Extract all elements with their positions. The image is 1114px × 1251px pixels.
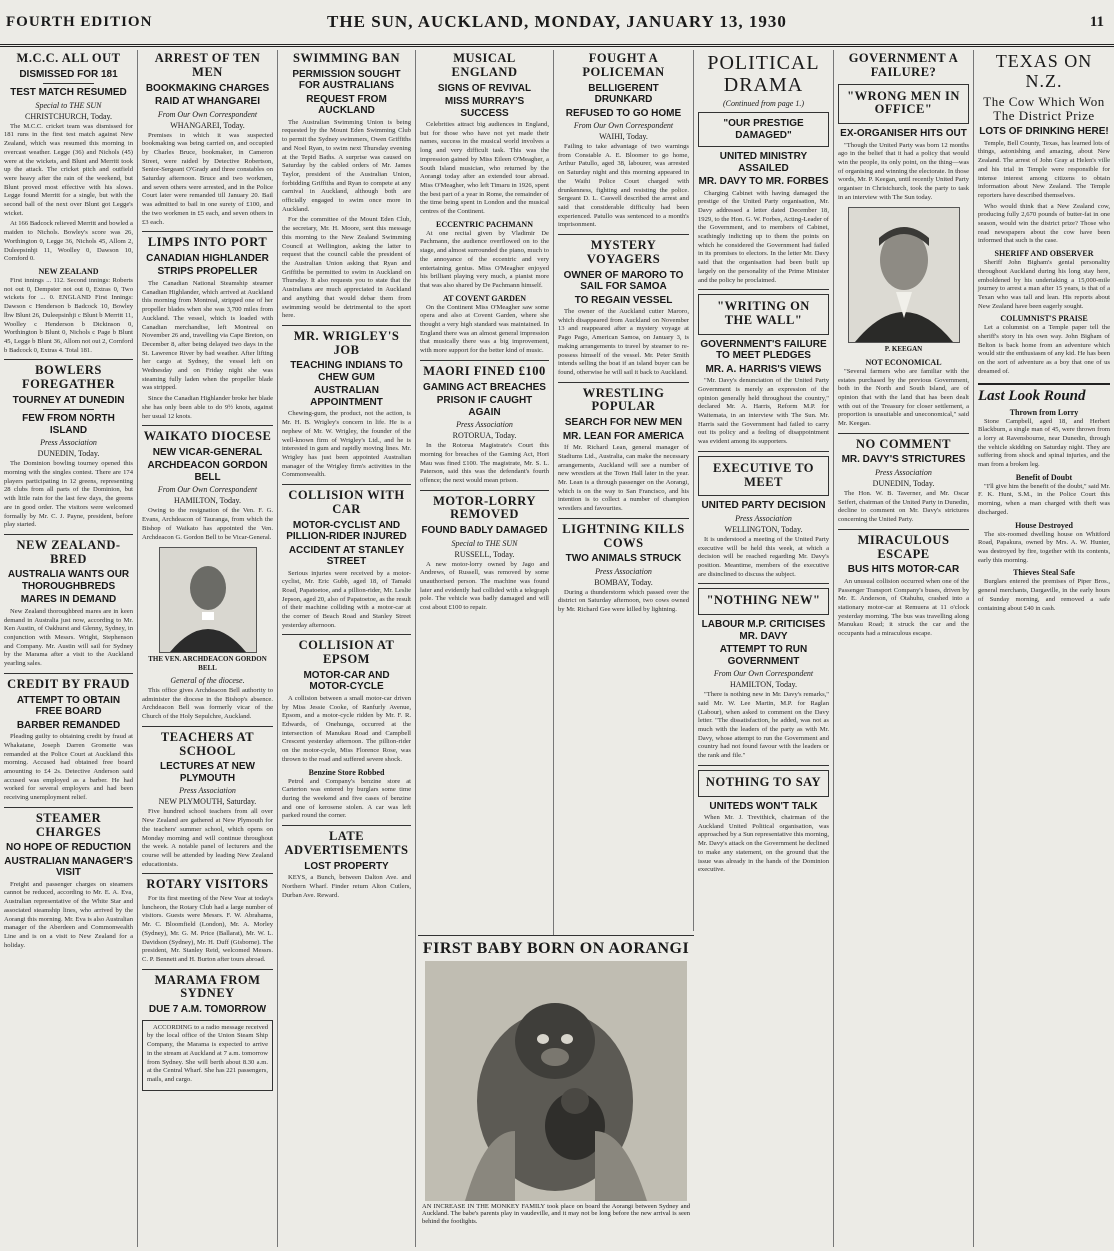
- divider: [282, 634, 411, 635]
- headline: CREDIT BY FRAUD: [7, 676, 130, 691]
- article-text: Five hundred school teachers from all over New Zealand are gathered at New Plymouth for the teachers' summer school, which opens on Monday morning and will continue throughout the week. A notable panel of lecturers and the course will be attended by leading New Zealand educationists.: [142, 808, 273, 868]
- divider: [43, 409, 95, 410]
- headline: NEW ZEALAND-BRED: [16, 537, 121, 566]
- article-text: Petrol and Company's benzine store at Carterton was entered by burglars some time during the weekend and five cases of benzine and one of kerosene stolen. A car was left parked round the corner.: [282, 777, 411, 820]
- subheadline: The Cow Which Won The District Prize: [983, 93, 1105, 123]
- divider: [838, 433, 969, 434]
- divider: [4, 807, 133, 808]
- subheadline: REQUEST FROM AUCKLAND: [306, 93, 387, 117]
- column-5: [554, 50, 694, 931]
- page-number: 11: [1089, 14, 1104, 30]
- subheadline: PERMISSION SOUGHT FOR AUSTRALIANS: [292, 68, 401, 92]
- subheadline: MR. A. HARRIS'S VIEWS: [705, 363, 822, 375]
- divider: [558, 382, 689, 383]
- article-text: "Several farmers who are familiar with the estates purchased by the previous Government, both in the North and South Island, are of opinion that with the land that has been dealt with out of the Treasury for closer settlement, a proportion is unsuitable and uneconomical," said Mr. Keegan.: [838, 367, 969, 428]
- article-text: New Zealand thoroughbred mares are in keen demand in Australia just now, according to Mr. Ken Austin, of Oakhurst and Glenny, Sydney, in conjunction with Messrs. Wright, Stephenson and Company. Mr. Austin will sail for Sydney by the Marama after a visit to the Auckland yearling sales.: [4, 607, 133, 668]
- subhead-box: [698, 294, 829, 335]
- headline: TEXAS ON N.Z.: [995, 51, 1093, 91]
- dateline: DUNEDIN, Today.: [872, 478, 935, 488]
- subheadline: ATTEMPT TO OBTAIN FREE BOARD: [16, 694, 121, 718]
- subheadline: AUSTRALIAN MANAGER'S VISIT: [4, 855, 133, 879]
- article-text: A collision between a small motor-car driven by Miss Jessie Cooke, of Ranfurly Avenue, Epsom, and a motor-cycle ridden by Mr. F. R. Edwards, of Onehunga, occurred at the intersection of Manukau Road and Campbell Crescent yesterday afternoon. The pillion-rider on the motor-cycle, Miss Florence Rose, was thrown to the road and suffered severe shock.: [282, 694, 411, 763]
- article-text: The Australian Swimming Union is being requested by the Mount Eden Swimming Club to permit the Sydney swimmers, Owen Griffiths and Noel Ryan, to swim next Thursday evening at the Tepid Baths. A surprise was caused on Saturday by the cabled orders of Mr. James Taylor, president of the Australian Union, forbidding Griffiths and Ryan to compete at any carnival in Auckland, although both are officially engaged to swim once more in Auckland. For the committee of the Mount Eden Club, the secretary, Mr. H. Moore, sent this message this morning to the New Zealand Swimming Council at Wellington, asking the latter to request that the council cable the president of the Australian Union asking that Ryan and Griffiths be permitted to swim in Auckland on Thursday. It also requests you to state that the Australians are much appreciated in Auckland and anything that would debar them from swimming would be detrimental to the sport here.: [282, 118, 411, 320]
- article-text: Freight and passenger charges on steamers cannot be reduced, according to Mr. E. A. Eva, Australian representative of the White Star and associated steamship lines, who arrived by the Aorangi this morning. Mr. Eva is also Australian manager of the Aberdeen and Commonwealth Line and is on a visit to New Zealand for a holiday.: [4, 880, 133, 949]
- subheadline: MARES IN DEMAND: [20, 594, 117, 606]
- dateline: ROTORUA, Today.: [452, 431, 517, 441]
- headline: WRESTLING POPULAR: [582, 385, 665, 414]
- divider: [698, 451, 829, 452]
- article-text: A new motor-lorry owned by Jago and Andrews, of Russell, was removed by some unauthorised person. The machine was found later and evidently had collided with a telegraph pole. The vehicle was badly damaged and will cost about £100 to repair.: [420, 560, 549, 612]
- byline: From Our Own Correspondent: [157, 485, 258, 495]
- article-text: In the Rotorua Magistrate's Court this morning for breaches of the Gaming Act, Hori Mau was fined £100. The magistrate, Mr. S. L. Paterson, said this was the defendant's fourth offence; the next would mean prison.: [420, 442, 549, 484]
- subheadline: MISS MURRAY'S SUCCESS: [444, 96, 525, 119]
- subheadline: TEST MATCH RESUMED: [10, 87, 127, 99]
- dateline: NEW PLYMOUTH, Saturday.: [158, 797, 257, 807]
- column-6: [694, 50, 834, 1247]
- subheadline: EX-ORGANISER HITS OUT: [840, 128, 967, 139]
- article-text: ACCORDING to a radio message received by the local office of the Union Steam Ship Company, the Marama is expected to arrive in the stream at Auckland at 7 a.m. tomorrow from Sydney. She will berth about 8.30 a.m. at the Central Wharf. She has 221 passengers, mails, and cargo.: [142, 1020, 273, 1091]
- dateline: HAMILTON, Today.: [174, 496, 241, 506]
- subheadline: NOT ECONOMICAL: [865, 357, 942, 367]
- subheadline: NO HOPE OF REDUCTION: [5, 842, 131, 854]
- byline: From Our Own Correspondent: [713, 669, 814, 679]
- monkey-family-photo: [425, 961, 687, 1201]
- subheadline: SEARCH FOR NEW MEN: [564, 417, 683, 429]
- article-text: The Canadian National Steamship steamer Canadian Highlander, which arrived at Auckland this morning from Montreal, stripped one of her propeller blades when she was 3,700 miles from Auckland. The vessel, which is loaded with Canadian merchandise, left Montreal on November 26 and, travelling via Cape Breton, on December 8, after being delayed two days in the St. Lawrence River by bad weather. After lifting her cargo at Sydney, the vessel left on Wednesday and on Friday night she was steaming fully laden when the propeller blade was stripped. Since the Canadian Highlander broke her blade she has only been able to do 9½ knots, against her usual 12 knots.: [142, 279, 273, 420]
- subheadline: UNITEDS WON'T TALK: [709, 800, 818, 812]
- photo-subcaption: General of the diocese.: [170, 676, 245, 686]
- subheadline: UNITED MINISTRY ASSAILED: [719, 151, 808, 174]
- headline: LIGHTNING KILLS COWS: [562, 521, 685, 550]
- byline: Press Association: [595, 566, 652, 576]
- subheadline: DISMISSED FOR 181: [19, 68, 118, 80]
- section-heading: Last Look Round: [978, 383, 1110, 405]
- article-text: "There is nothing new in Mr. Davy's remarks," said Mr. W. Lee Martin, M.P. for Raglan (Labour), when asked to comment on the Davy letter. "The dissatisfaction, he added, was not as much with the leaders of the party as with Mr. Davy, whose attempt to run the Government and country had not found favour with the leaders or the rank and file.": [698, 691, 829, 760]
- subheadline: TEACHING INDIANS TO CHEW GUM: [290, 360, 403, 383]
- masthead: [0, 0, 1114, 47]
- subheadline: BOOKMAKING CHARGES: [145, 82, 270, 94]
- subheadline: NEW VICAR-GENERAL: [152, 446, 263, 458]
- subheadline: STRIPS PROPELLER: [157, 266, 258, 278]
- subheadline: COLUMNIST'S PRAISE: [1000, 314, 1088, 324]
- headline: MARAMA FROM SYDNEY: [154, 972, 261, 1001]
- headline: NOTHING TO SAY: [705, 774, 822, 789]
- headline: COLLISION WITH CAR: [288, 488, 405, 516]
- subhead-box: [698, 112, 829, 147]
- byline: Press Association: [40, 438, 97, 448]
- dateline: WHANGAREI, Today.: [170, 120, 245, 130]
- subheadline: MR. LEAN FOR AMERICA: [562, 430, 685, 442]
- article-text: Charging Cabinet with having damaged the prestige of the United Party organisation, Mr. Davy addressed a letter dated December 18, 1929, to the Hon. G. W. Forbes, Acting-Leader of the Government, and to members of Cabinet, scathingly indicting up to them the points on which he considered the Government had failed in its promises to electors. In the letter Mr. Davy said that the organisation had been built up largely on the personality of the Prime Minister and the policy he proclaimed.: [698, 189, 829, 284]
- headline: MAORI FINED £100: [423, 363, 546, 378]
- article-text: "Mr. Davy's denunciation of the United Party Government is merely an expression of the opinion generally held throughout the country," declared Mr. A. Harris, Reform M.P. for Waitemata, in an interview with The Sun. Mr. Harris said the Government had failed to carry out its policy and a feeling of disappointment was evident among its supporters.: [698, 377, 829, 446]
- newspaper-title: THE SUN, AUCKLAND, MONDAY, JANUARY 13, 1930: [327, 12, 787, 31]
- column-1: [0, 50, 138, 1247]
- headline: ROTARY VISITORS: [146, 877, 269, 892]
- article-text: The Hon. W. B. Taverner, and Mr. Oscar Seifert, chairman of the United Party in Dunedin, decline to comment on Mr. Davy's strictures concerning the United Party.: [838, 489, 969, 524]
- divider: [282, 325, 411, 326]
- photo-caption: THE VEN. ARCHDEACON GORDON BELL: [148, 655, 267, 672]
- article-text: On the Continent Miss O'Meagher saw some opera and also at Covent Garden, where she thought a very high standard was maintained. In England there was an almost general impression that musically there was a big improvement, with more support for the better kind of music.: [420, 303, 549, 355]
- divider: [282, 825, 411, 826]
- column-7: [834, 50, 974, 1247]
- article-text: "Though the United Party was born 12 months ago in the belief that it had a policy that would win the people, its only point, on the thing—was of organising and winning the electorate. In those words, Mr. P. Keegan, until recently United Party organiser in Christchurch, took the party to task in an interview with The Sun today.: [838, 141, 969, 201]
- headline: MUSICAL ENGLAND: [451, 51, 518, 79]
- divider: [420, 490, 549, 491]
- article-text: The owner of the Auckland cutter Maroro, which disappeared from Auckland on November 13 and reappeared after a mystery voyage at Pago Pago, American Samoa, on January 3, is making arrangements to travel by steamer to re-possess himself of the vessel. Mr. Peter Smith intends selling the boat if an island buyer can be found, otherwise he will sail it back to Auckland.: [558, 308, 689, 376]
- subheadline: ATTEMPT TO RUN GOVERNMENT: [719, 644, 808, 667]
- column-8: [974, 50, 1114, 1247]
- subheadline: SIGNS OF REVIVAL: [437, 82, 532, 94]
- subhead-box: [698, 588, 829, 615]
- headline: WAIKATO DIOCESE: [143, 429, 272, 444]
- news-brief-title: Thieves Steal Safe: [1013, 568, 1075, 578]
- article-text: At one recital given by Vladimir De Pachmann, the audience overflowed on to the stage, and almost surrounded the piano, much to the annoyance of the eccentric and very entertaining genius. Miss O'Meagher enjoyed his brilliant playing very much, a pianist more that was also shared by De Pachmann himself.: [420, 229, 549, 289]
- article-text: When Mr. J. Trevithick, chairman of the Auckland United Political organisation, was approached by a Sun representative this morning, Mr. Davy's attack on the Government he declined to make any statement, on the ground that the issue was already in the hands of the Dominion executive.: [698, 814, 829, 874]
- subheadline: LECTURES AT NEW PLYMOUTH: [160, 761, 255, 784]
- article-text: Sheriff John Bigham's genial personality throughout Auckland during his long stay here, emboldened by his undertaking a 15,000-mile journey to arrest a man after 15 years, is that of a Texan who was tall and lean. His reports about New Zealand have been eagerly sought.: [978, 259, 1110, 310]
- article-text: If Mr. Richard Lean, general manager of Stadiums Ltd., Australia, can make the necessary arrangements, Auckland will see a number of new wrestlers at the Town Hall later in the year. Mr. Lean is a through passenger on the Aorangi, which is on the way to San Francisco, and his intention is to collect a number of champion wrestlers and favourites.: [558, 444, 689, 513]
- subhead-box: [698, 770, 829, 797]
- subheadline: GOVERNMENT'S FAILURE TO MEET PLEDGES: [700, 338, 827, 362]
- subheadline: BARBER REMANDED: [16, 719, 121, 731]
- photo-caption: AN INCREASE IN THE MONKEY FAMILY took place on board the Aorangi between Sydney and Auckland. The babe's parents play in vaudeville, and it may not be long before the new arrival is seen behind the footlights.: [422, 1202, 690, 1226]
- subheadline: Benzine Store Robbed: [308, 767, 385, 777]
- dateline: CHRISTCHURCH, Today.: [24, 111, 112, 121]
- subheadline: TWO ANIMALS STRUCK: [565, 553, 682, 565]
- headline: COLLISION AT EPSOM: [298, 638, 395, 667]
- byline: Special to THE SUN: [35, 100, 102, 110]
- headline: M.C.C. ALL OUT: [16, 51, 121, 65]
- divider: [420, 360, 549, 361]
- subheadline: FOUND BADLY DAMAGED: [421, 525, 548, 537]
- subheadline: AT COVENT GARDEN: [442, 293, 527, 303]
- subheadline: DUE 7 A.M. TOMORROW: [148, 1004, 267, 1016]
- article-text: Failing to take advantage of two warnings from Constable A. E. Bloomer to go home, Arthur Patullo, aged 38, labourer, was arrested on Saturday night and this morning appeared in the Waihi Police Court charged with drunkenness, fighting and resisting the police. Sergeant D. L. Caswell described the arrest and said that considerable difficulty had been experienced. Patullo was sentenced to a month's imprisonment.: [558, 143, 689, 229]
- subheadline: LOTS OF DRINKING HERE!: [979, 126, 1109, 138]
- headline: "WRITING ON THE WALL": [717, 299, 810, 327]
- subheadline: CANADIAN HIGHLANDER: [146, 252, 269, 264]
- news-brief-title: Benefit of Doubt: [1015, 472, 1073, 482]
- article-text: It is understood a meeting of the United Party executive will be held this week, at which a decision will be reached regarding Mr. Davy's position. Meantime, members of the executive are disinclined to discuss the subject.: [698, 535, 829, 578]
- dateline: BOMBAY, Today.: [594, 577, 653, 587]
- subheadline: MOTOR-CAR AND MOTOR-CYCLE: [303, 669, 390, 693]
- headline: SWIMMING BAN: [292, 51, 401, 65]
- news-brief-title: Thrown from Lorry: [1009, 407, 1079, 417]
- subheadline: RAID AT WHANGAREI: [155, 96, 260, 107]
- divider: [698, 583, 829, 584]
- headline: GOVERNMENT A FAILURE?: [848, 51, 959, 79]
- subheadline: TOURNEY AT DUNEDIN: [12, 394, 125, 406]
- photo-caption: P. KEEGAN: [884, 345, 923, 354]
- feature-photo-block: [418, 935, 694, 1248]
- headline: EXECUTIVE TO MEET: [712, 460, 815, 489]
- news-brief: Burglars entered the premises of Piper Bros., general merchants, Dargaville, in the early hours of Sunday morning, and removed a safe containing about £40 in cash.: [978, 578, 1110, 612]
- divider: [142, 969, 273, 970]
- article-text: Let a columnist on a Temple paper tell the sheriff's story in his own way. John Bigham of Belton is back home from an adventure which would stir the enthusiasm of any kid. He has been on the sort of adventure as a boy that one of us dreamed of.: [978, 324, 1110, 375]
- news-brief-title: House Destroyed: [1015, 520, 1073, 530]
- article-text: This office gives Archdeacon Bell authority to administer the diocese in the Bishop's absence. Archdeacon Bell was formerly vicar of the Church of the Holy Sepulchre, Auckland.: [142, 687, 273, 721]
- headline: MIRACULOUS ESCAPE: [857, 532, 950, 561]
- divider: [282, 484, 411, 485]
- subheadline: UNITED PARTY DECISION: [701, 500, 826, 512]
- divider: [142, 425, 273, 426]
- article-text: Owing to the resignation of the Ven. F. G. Evans, Archdeacon of Tauranga, from which the Bishop of Waikato has appointed the Ven. Archdeacon G. Gordon Bell to be Vicar-General.: [142, 507, 273, 541]
- byline: Press Association: [875, 467, 932, 477]
- headline: POLITICAL DRAMA: [707, 52, 820, 96]
- article-text: An unusual collision occurred when one of the Passenger Transport Company's buses, driven by Mr. E. Anderson, of Otahuhu, crashed into a stationary motor-car at Remuera at 11 o'clock yesterday morning. The bus was travelling along Manukau Road; it struck the car and the occupants had a miraculous escape.: [838, 577, 969, 638]
- article-text: The M.C.C. cricket team was dismissed for 181 runs in the first test match against New Zealand, which was resumed this morning in overcast weather. Legge (36) and Nichols (45) were at the wickets, and Blunt and Merritt took up the attack. The cricket pitch and outfield were heavy after the rain of the weekend, but Blunt proved most effective with his slows. Legge found Merritt for a single, but with the second ball of the next over Blunt got Legge's wicket. At 166 Badcock relieved Merritt and bowled a maiden to Nichols. Bowley's score was 26, Worthington 0, Legge 36, Nichols 45, Allom 2, Duleepsinhji 11, Woolley 0, Dawson 10, Cornford 0.: [4, 122, 133, 263]
- archdeacon-portrait-photo: [159, 547, 257, 653]
- scoreboard-title: NEW ZEALAND: [38, 267, 99, 276]
- article-text: Pleading guilty to obtaining credit by fraud at Whakatane, Joseph Darren Gromette was remanded at the Police Court at Auckland this morning. Accused had obtained free board amounting to £4 2s. Detective Anderson said accused was employed as a barber. He had worked for several employers and had been receiving unemployment relief.: [4, 733, 133, 802]
- subhead-box: [838, 84, 969, 125]
- byline: Press Association: [456, 420, 513, 430]
- headline: LATE ADVERTISEMENTS: [284, 829, 409, 857]
- column-2: [138, 50, 278, 1247]
- subheadline: ACCIDENT AT STANLEY STREET: [288, 544, 405, 568]
- article-text: The Dominion bowling tourney opened this morning with the singles contest. There are 174 players participating in 12 greens, representing 28 clubs from all parts of the Dominion, but with little rain for the last few days, the greens are in good order. The visitors were welcomed formally by Mr. C. J. Payne, president, before play started.: [4, 460, 133, 529]
- subheadline: LABOUR M.P. CRITICISES MR. DAVY: [701, 619, 826, 642]
- subheadline: MOTOR-CYCLIST AND PILLION-RIDER INJURED: [286, 519, 407, 543]
- byline: From Our Own Correspondent: [573, 121, 674, 130]
- subheadline: LOST PROPERTY: [304, 860, 389, 872]
- divider: [558, 234, 689, 235]
- divider: [698, 289, 829, 290]
- byline: Press Association: [179, 786, 236, 796]
- article-text: Celebrities attract big audiences in England, but for those who have not yet made their names, success in the musical world involves a long and very difficult task. This was the impression gained by Miss Eileen O'Meagher, a South Island musician, who returned by the Aorangi today after an extended tour abroad. Miss O'Meagher, who left Timaru in 1926, spent the best part of a year in Rome, the remainder of the time being spent in London and the musical centres of the Continent.: [420, 121, 549, 216]
- dateline: DUNEDIN, Today.: [37, 449, 100, 459]
- subheadline: "OUR PRESTIGE DAMAGED": [723, 118, 804, 141]
- byline: From Our Own Correspondent: [157, 109, 258, 119]
- column-3: [278, 50, 416, 1247]
- news-brief: Stone Campbell, aged 18, and Herbert Blackburn, a single man of 45, were thrown from a lorry at Ravensbourne, near Dunedin, through the vehicle skidding on Saturday night. They are suffering from shock and spinal injuries, and the man from a broken leg.: [978, 417, 1110, 469]
- subheadline: OWNER OF MARORO TO SAIL FOR SAMOA: [563, 269, 684, 293]
- headline: STEAMER CHARGES: [35, 810, 102, 839]
- byline: Press Association: [735, 513, 792, 523]
- article-text: For its first meeting of the New Year at today's luncheon, the Rotary Club had a large number of visitors. Guests were Messrs. F. W. Abrahams, Mr. C. Bloomfield (London), Mr. A. Morley (Sydney), Mr. G. M. Price (Ballarat), Mr. W. L. Davidson (Sydney), Mr. H. Duff (Gisborne). The president, Mr. Stanley Reid, welcomed Messrs. C. P. Bennett and H. Burton after tours abroad.: [142, 895, 273, 963]
- scoreboard: First innings ... 112. Second innings: Roberts not out 0, Dempster not out 0, Extras 0, Two wickets for ... 0. ENGLAND First Innings: Dawson c Henderson b Badcock 10, Bowley lbw Blunt 26, Duleepsinhji c Blunt b Merritt 11, Woolley c Henderson b Dickinson 0, Worthington b Blunt 0, Nichols c Page b Blunt 45, Legge b Blunt 36, Allom not out 2, Cornford b Badcock 0, Extras 4. Total 181.: [4, 277, 133, 354]
- subheadline: SHERIFF AND OBSERVER: [994, 249, 1094, 259]
- subheadline: FEW FROM NORTH ISLAND: [22, 413, 115, 436]
- headline: NO COMMENT: [856, 436, 951, 451]
- dateline: WAIHI, Today.: [599, 132, 648, 141]
- keegan-portrait-photo: [848, 207, 960, 343]
- divider: [43, 83, 95, 84]
- dateline: HAMILTON, Today.: [730, 680, 797, 690]
- headline: MYSTERY VOYAGERS: [586, 238, 661, 266]
- headline: FIRST BABY BORN ON AORANGI: [422, 940, 690, 957]
- divider: [4, 673, 133, 674]
- subheadline: TO REGAIN VESSEL: [574, 294, 673, 306]
- subheadline: BELLIGERENT DRUNKARD: [588, 82, 659, 105]
- headline: "WRONG MEN IN OFFICE": [847, 88, 960, 117]
- headline: TEACHERS AT SCHOOL: [160, 729, 255, 758]
- article-text: Temple, Bell County, Texas, has learned lots of things, astonishing and amazing, about New Zealand. The arrest of John Gray at Helen's ville and his trial in Temple were responsible for intense interest among citizens to obtain information about New Zealand. The Temple reporters have described themselves. Who would think that a New Zealand cow, producing fully 2,670 pounds of butter-fat in one season, would win the district prize? Those who read newspapers about the cow have been informed that such is the case.: [978, 139, 1110, 245]
- divider: [4, 534, 133, 535]
- headline: BOWLERS FOREGATHER: [22, 363, 115, 392]
- subheadline: REFUSED TO GO HOME: [565, 107, 682, 119]
- dateline: WELLINGTON, Today.: [724, 524, 803, 534]
- divider: [142, 726, 273, 727]
- headline: LIMPS INTO PORT: [147, 235, 268, 250]
- divider: [838, 529, 969, 530]
- divider: [558, 518, 689, 519]
- subheadline: ECCENTRIC PACHMANN: [436, 219, 533, 229]
- article-text: Chewing-gum, the product, not the action, is Mr. H. B. Wrigley's concern in life. He is a nephew of Mr. W. Wrigley, the founder of the well-known firm of Wrigley's Ltd., and he is interested in gum and rapidly moving lines. Mr. Wrigley has just been appointed Australian manager of the Wrigley firm's activities in the Commonwealth.: [282, 410, 411, 479]
- news-brief: The six-roomed dwelling house on Whitford Road, Papakura, owned by Mrs. A. W. Hunter, was destroyed by fire, together with its contents, early this morning.: [978, 530, 1110, 564]
- headline: MR. WRIGLEY'S JOB: [293, 328, 400, 357]
- headline: MOTOR-LORRY REMOVED: [433, 493, 536, 522]
- classified-ad: KEYS, a Bunch, between Dalton Ave. and Northern Wharf. Finder return Alton Cutlers, Durban Ave. Reward.: [282, 874, 411, 899]
- divider: [698, 765, 829, 766]
- subheadline: AUSTRALIA WANTS OUR THOROUGHBREDS: [7, 569, 130, 592]
- byline: Special to THE SUN: [451, 538, 518, 548]
- divider: [4, 359, 133, 360]
- article-text: Premises in which it was suspected bookmaking was being carried on, and occupied by Charles Bruce, bookmaker, in Cameron Street, were raided by Detective Robertson, Senior-Sergeant O'Grady and three constables on Saturday afternoon. Bruce and two workmen, and seven others were arrested, and in the Police Court later were remanded till January 20. Bail was admitted to bail in one surety of £100, and the two workmen in £5 each, and seven others in £3 each.: [142, 131, 273, 226]
- news-brief: "I'll give him the benefit of the doubt," said Mr. F. K. Hunt, S.M., in the Police Court this morning, when a man charged with theft was discharged.: [978, 482, 1110, 516]
- subheadline: PRISON IF CAUGHT AGAIN: [436, 395, 533, 418]
- headline: "NOTHING NEW": [706, 593, 821, 608]
- continuation-note: (Continued from page 1.): [722, 99, 805, 108]
- divider: [142, 231, 273, 232]
- subheadline: BUS HITS MOTOR-CAR: [847, 564, 960, 576]
- dateline: RUSSELL, Today.: [454, 549, 515, 559]
- article-text: During a thunderstorm which passed over the district on Saturday afternoon, two cows owned by Mr. Richard Gee were killed by lightning.: [558, 588, 689, 614]
- headline: ARREST OF TEN MEN: [154, 51, 261, 79]
- divider: [142, 873, 273, 874]
- headline: FOUGHT A POLICEMAN: [582, 51, 665, 79]
- article-text: Serious injuries were received by a motor-cyclist, Mr. Eric Gubb, aged 18, of Tamaki Road, Papatoetoe, and a pillion-rider, Mr. Leslie Jepson, aged 20, also of Papatoetoe, as the result of their machine colliding with a motor-car at the corner of Beach Road and Stanley Street yesterday afternoon.: [282, 569, 411, 629]
- subhead-box: [698, 456, 829, 497]
- subheadline: MR. DAVY TO MR. FORBES: [698, 176, 829, 187]
- subheadline: GAMING ACT BREACHES: [423, 381, 546, 393]
- subheadline: MR. DAVY'S STRICTURES: [841, 454, 966, 466]
- subheadline: AUSTRALIAN APPOINTMENT: [310, 385, 383, 408]
- subheadline: ARCHDEACON GORDON BELL: [147, 460, 268, 483]
- edition-label: FOURTH EDITION: [6, 14, 153, 30]
